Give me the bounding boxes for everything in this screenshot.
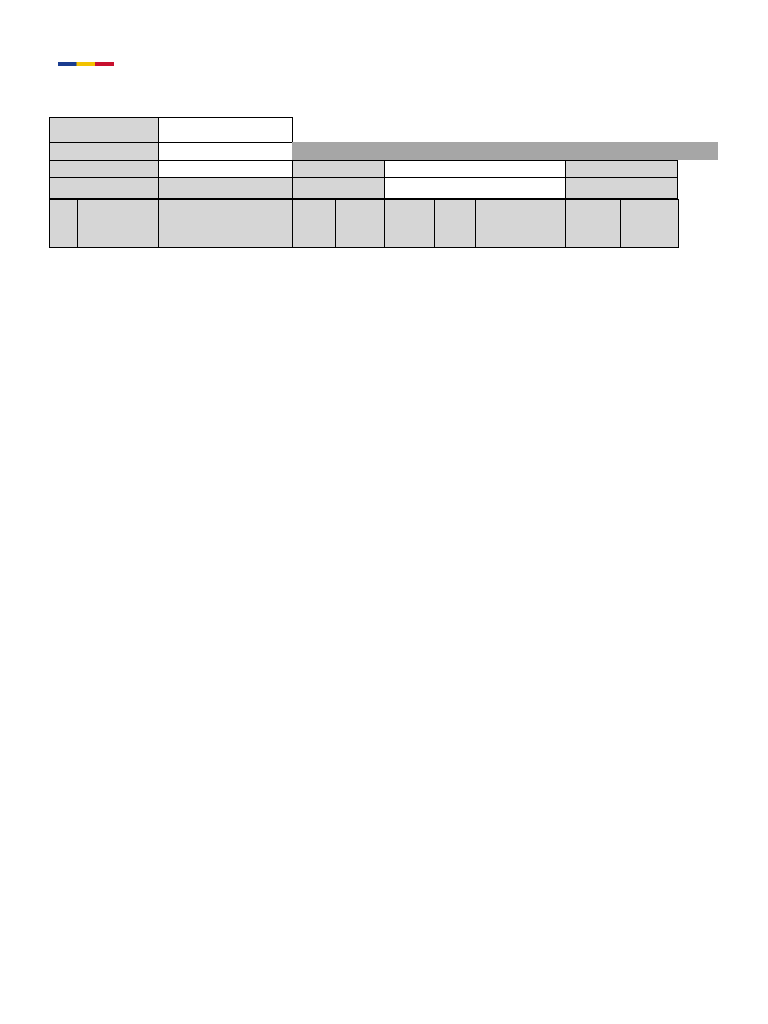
logo-stripe bbox=[58, 62, 114, 66]
assessment-type-field[interactable] bbox=[158, 117, 293, 143]
school-name-field[interactable] bbox=[384, 160, 566, 178]
region-label bbox=[49, 142, 159, 161]
section-label bbox=[565, 177, 678, 199]
col-header-task-a bbox=[566, 200, 621, 248]
loi-moi-label bbox=[565, 160, 678, 178]
learners-table bbox=[49, 199, 679, 248]
col-header-sn bbox=[50, 200, 78, 248]
school-id-field[interactable] bbox=[158, 160, 293, 178]
col-header-age bbox=[435, 200, 476, 248]
deped-logo bbox=[58, 60, 120, 110]
col-header-mother-tongue bbox=[476, 200, 566, 248]
grade-field[interactable] bbox=[158, 177, 293, 199]
grade-label bbox=[49, 177, 159, 199]
table-header-row bbox=[50, 200, 679, 248]
col-header-name bbox=[159, 200, 293, 248]
col-header-lrn bbox=[78, 200, 159, 248]
col-header-sex bbox=[293, 200, 336, 248]
assessment-type-label bbox=[49, 117, 159, 143]
region-field[interactable] bbox=[158, 142, 293, 161]
col-header-date-of-assessment bbox=[385, 200, 435, 248]
col-header-task-b bbox=[621, 200, 679, 248]
school-id-label bbox=[49, 160, 159, 178]
teacher-label bbox=[292, 177, 385, 199]
col-header-birthdate bbox=[336, 200, 385, 248]
school-name-label bbox=[292, 160, 385, 178]
grade-banner bbox=[292, 142, 718, 160]
teacher-field[interactable] bbox=[384, 177, 566, 199]
